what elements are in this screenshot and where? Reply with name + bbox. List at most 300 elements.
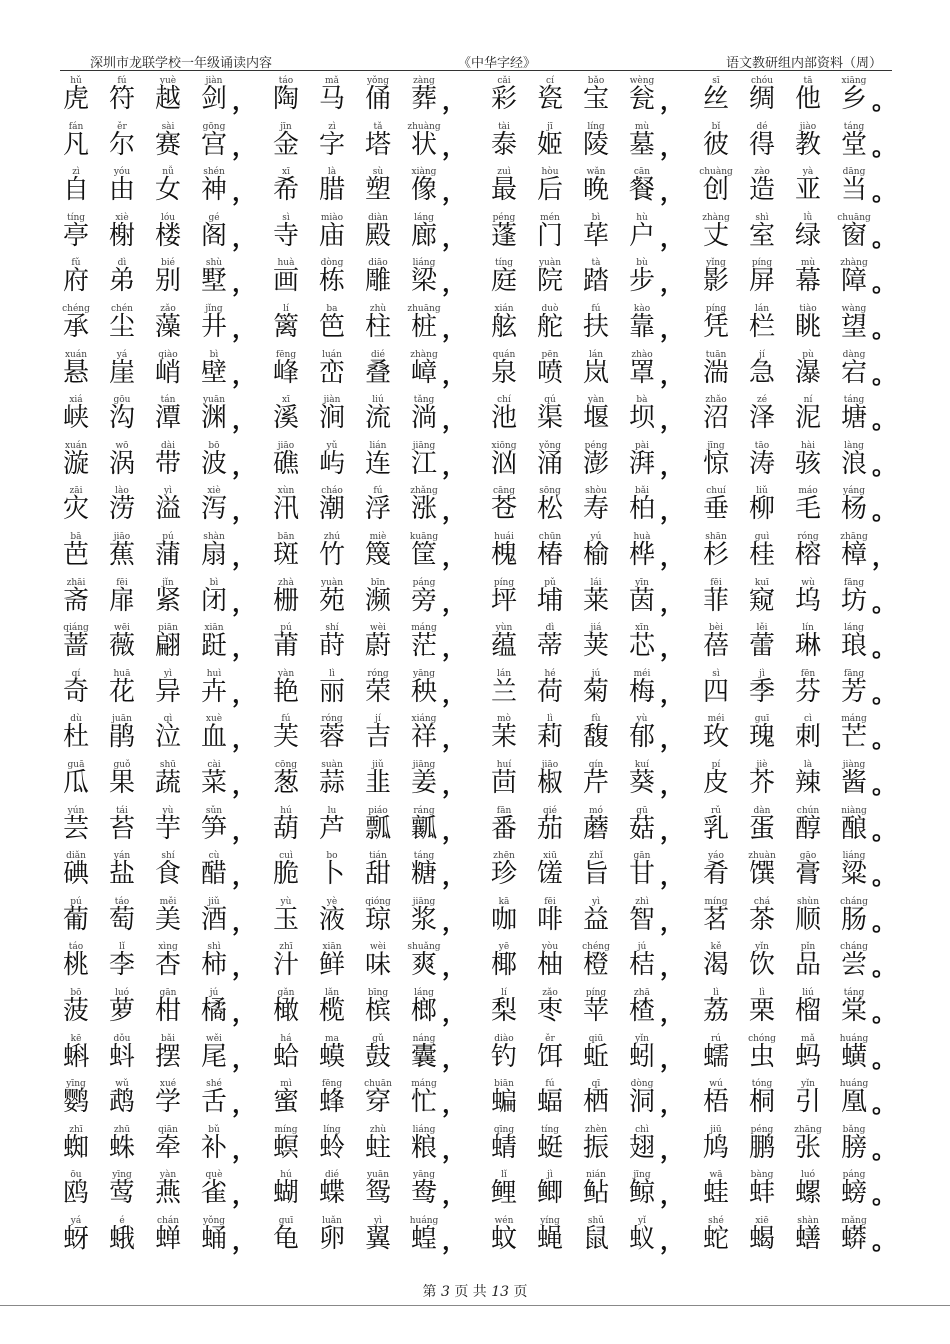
pinyin: zì bbox=[72, 167, 80, 178]
hanzi: 瓷 bbox=[536, 84, 563, 114]
pinyin: hǔ bbox=[70, 76, 82, 86]
punctuation: ， bbox=[442, 1090, 466, 1119]
pinyin: méi bbox=[707, 714, 725, 725]
pinyin: shí bbox=[161, 851, 175, 862]
hanzi: 苔 bbox=[108, 813, 135, 844]
hanzi: 鸠 bbox=[702, 1132, 729, 1163]
pinyin: yǒng bbox=[366, 76, 390, 86]
hanzi: 琅 bbox=[840, 631, 867, 662]
character-cell bbox=[484, 300, 524, 346]
pinyin: xiē bbox=[755, 1216, 769, 1226]
pinyin: shùn bbox=[796, 896, 819, 907]
hanzi: 连 bbox=[364, 448, 391, 479]
pinyin: yuè bbox=[159, 76, 177, 86]
pinyin: mù bbox=[634, 121, 650, 132]
pinyin: zé bbox=[756, 395, 768, 406]
punctuation: ， bbox=[660, 953, 684, 982]
character-cell bbox=[530, 1121, 570, 1167]
character-cell bbox=[358, 756, 398, 802]
pinyin: zuì bbox=[497, 167, 511, 178]
hanzi: 瀑 bbox=[794, 357, 821, 388]
character-cell bbox=[696, 1075, 736, 1121]
pinyin: liáng bbox=[842, 851, 866, 862]
character-cell bbox=[266, 118, 306, 164]
pinyin: fāng bbox=[843, 577, 865, 588]
pinyin: máng bbox=[411, 1079, 437, 1090]
character-cell bbox=[834, 984, 874, 1030]
hanzi: 惊 bbox=[702, 448, 729, 479]
character-cell bbox=[312, 482, 352, 528]
punctuation: ， bbox=[232, 1227, 256, 1255]
pinyin: fān bbox=[496, 805, 512, 816]
character-cell bbox=[404, 847, 444, 893]
hanzi: 盐 bbox=[108, 859, 135, 890]
character-cell bbox=[484, 802, 524, 848]
pinyin: lán bbox=[588, 349, 604, 360]
pinyin: fú bbox=[281, 714, 291, 725]
character-cell bbox=[622, 802, 662, 848]
pinyin: huí bbox=[496, 760, 512, 770]
hanzi: 渴 bbox=[702, 950, 729, 981]
hanzi: 味 bbox=[364, 950, 391, 981]
pinyin: zhèn bbox=[585, 1124, 607, 1135]
hanzi: 蕾 bbox=[748, 631, 775, 662]
character-cell bbox=[312, 893, 352, 939]
pinyin: wēi bbox=[114, 623, 130, 634]
hanzi: 荣 bbox=[364, 676, 391, 707]
character-cell bbox=[266, 1030, 306, 1076]
pinyin: hù bbox=[636, 212, 648, 223]
pinyin: yáo bbox=[708, 851, 724, 862]
pinyin: sì bbox=[712, 668, 720, 679]
pinyin: xiāng bbox=[841, 76, 867, 86]
hanzi: 步 bbox=[628, 266, 655, 297]
hanzi: 陵 bbox=[582, 129, 609, 160]
hanzi: 踏 bbox=[582, 266, 609, 297]
punctuation: ， bbox=[232, 87, 256, 115]
header-note: 语文教研组内部资料（周） bbox=[725, 56, 882, 71]
hanzi: 蛙 bbox=[702, 1178, 729, 1209]
footer-suffix: 页 bbox=[513, 1284, 528, 1300]
pinyin: qú bbox=[544, 395, 556, 406]
pinyin: zhàng bbox=[410, 349, 438, 360]
pinyin: zhāi bbox=[66, 577, 86, 588]
pinyin: pú bbox=[280, 623, 292, 634]
pinyin: bo bbox=[326, 851, 338, 862]
character-cell bbox=[788, 847, 828, 893]
hanzi: 他 bbox=[794, 84, 821, 114]
hanzi: 由 bbox=[108, 175, 135, 206]
punctuation: ， bbox=[442, 862, 466, 891]
character-cell bbox=[834, 1212, 874, 1258]
hanzi: 洞 bbox=[628, 1087, 655, 1118]
character-cell bbox=[530, 391, 570, 437]
hanzi: 鸥 bbox=[62, 1178, 89, 1209]
pinyin: ráng bbox=[413, 805, 435, 816]
pinyin: yǒng bbox=[202, 1216, 226, 1226]
pinyin: tuān bbox=[705, 349, 727, 360]
character-cell bbox=[530, 710, 570, 756]
text-line bbox=[0, 482, 950, 528]
pinyin: kuí bbox=[634, 760, 650, 770]
header-school: 深圳市龙联学校一年级诵读内容 bbox=[90, 56, 273, 71]
pinyin: táo bbox=[278, 76, 294, 86]
pinyin: xiè bbox=[115, 212, 129, 223]
pinyin: luó bbox=[114, 988, 130, 998]
pinyin: biān bbox=[494, 1079, 514, 1090]
pinyin: wā bbox=[709, 1170, 723, 1181]
pinyin: duò bbox=[541, 304, 559, 314]
hanzi: 橄 bbox=[272, 996, 299, 1026]
punctuation: ， bbox=[442, 132, 466, 161]
hanzi: 学 bbox=[154, 1087, 181, 1118]
pinyin: yàn bbox=[159, 1170, 177, 1181]
hanzi: 莱 bbox=[582, 585, 609, 616]
hanzi: 蝶 bbox=[318, 1178, 345, 1209]
hanzi: 甘 bbox=[628, 859, 655, 890]
hanzi: 楼 bbox=[154, 220, 181, 251]
character-cell bbox=[788, 300, 828, 346]
hanzi: 螟 bbox=[272, 1132, 299, 1163]
pinyin: xuè bbox=[205, 714, 223, 725]
hanzi: 毛 bbox=[794, 494, 821, 525]
punctuation: ， bbox=[660, 87, 684, 115]
punctuation: ， bbox=[232, 497, 256, 526]
hanzi: 蝙 bbox=[490, 1087, 517, 1118]
character-cell bbox=[102, 984, 142, 1030]
character-cell bbox=[194, 619, 234, 665]
pinyin: ní bbox=[803, 395, 813, 406]
hanzi: 叠 bbox=[364, 357, 391, 388]
pinyin: tái bbox=[116, 805, 128, 816]
hanzi: 壁 bbox=[200, 357, 227, 388]
character-cell bbox=[148, 391, 188, 437]
punctuation: 。 bbox=[872, 907, 896, 936]
character-cell bbox=[404, 437, 444, 483]
punctuation: ， bbox=[660, 1044, 684, 1073]
character-cell bbox=[358, 1075, 398, 1121]
pinyin: bō bbox=[70, 988, 82, 998]
hanzi: 美 bbox=[154, 904, 181, 935]
pinyin: pēn bbox=[541, 349, 559, 360]
character-cell bbox=[576, 1121, 616, 1167]
character-cell bbox=[576, 893, 616, 939]
pinyin: xiān bbox=[204, 623, 224, 634]
punctuation: ， bbox=[232, 223, 256, 252]
hanzi: 蟮 bbox=[794, 1224, 821, 1254]
text-line bbox=[0, 1121, 950, 1167]
pinyin: shòu bbox=[585, 486, 607, 497]
character-cell bbox=[312, 118, 352, 164]
character-cell bbox=[266, 938, 306, 984]
hanzi: 涨 bbox=[410, 494, 437, 525]
hanzi: 得 bbox=[748, 129, 775, 160]
hanzi: 蘑 bbox=[582, 813, 609, 844]
character-cell bbox=[312, 528, 352, 574]
hanzi: 庭 bbox=[490, 266, 517, 297]
character-cell bbox=[266, 300, 306, 346]
pinyin: hài bbox=[800, 440, 816, 451]
character-cell bbox=[266, 1121, 306, 1167]
hanzi: 蜂 bbox=[318, 1087, 345, 1118]
hanzi: 囊 bbox=[410, 1041, 437, 1072]
pinyin: táng bbox=[843, 988, 865, 998]
character-cell bbox=[742, 938, 782, 984]
pinyin: huái bbox=[494, 532, 514, 542]
pinyin: zhuàn bbox=[748, 851, 776, 862]
pinyin: zhuàng bbox=[407, 121, 441, 132]
hanzi: 韭 bbox=[364, 768, 391, 798]
hanzi: 蛉 bbox=[318, 1132, 345, 1163]
text-line bbox=[0, 528, 950, 574]
pinyin: dé bbox=[756, 121, 768, 132]
pinyin: tián bbox=[369, 851, 387, 862]
hanzi: 泉 bbox=[490, 357, 517, 388]
pinyin: yù bbox=[280, 896, 292, 907]
hanzi: 蒲 bbox=[154, 540, 181, 570]
hanzi: 食 bbox=[154, 859, 181, 890]
character-cell bbox=[484, 1030, 524, 1076]
pinyin: méi bbox=[633, 668, 651, 679]
hanzi: 番 bbox=[490, 813, 517, 844]
character-cell bbox=[742, 1030, 782, 1076]
pinyin: fán bbox=[68, 121, 84, 132]
pinyin: páng bbox=[842, 1170, 866, 1181]
pinyin: bǎi bbox=[160, 1033, 175, 1044]
character-cell bbox=[530, 254, 570, 300]
hanzi: 芬 bbox=[794, 676, 821, 707]
character-cell bbox=[148, 118, 188, 164]
hanzi: 葫 bbox=[272, 813, 299, 844]
character-cell bbox=[404, 482, 444, 528]
character-cell bbox=[622, 254, 662, 300]
hanzi: 靠 bbox=[628, 312, 655, 342]
hanzi: 芳 bbox=[840, 676, 867, 707]
pinyin: sài bbox=[161, 121, 175, 132]
character-cell bbox=[576, 802, 616, 848]
character-cell bbox=[834, 802, 874, 848]
punctuation: ， bbox=[232, 634, 256, 663]
hanzi: 榆 bbox=[582, 540, 609, 570]
pinyin: guā bbox=[67, 760, 85, 770]
pinyin: zhū bbox=[113, 1124, 131, 1135]
pinyin: chá bbox=[753, 896, 771, 907]
character-cell bbox=[266, 665, 306, 711]
character-cell bbox=[148, 1166, 188, 1212]
pinyin: xiá bbox=[69, 395, 83, 406]
character-cell bbox=[194, 802, 234, 848]
character-cell bbox=[742, 1075, 782, 1121]
hanzi: 堰 bbox=[582, 403, 609, 434]
character-cell bbox=[484, 710, 524, 756]
character-cell bbox=[742, 163, 782, 209]
character-cell bbox=[484, 118, 524, 164]
pinyin: jú bbox=[637, 942, 647, 953]
hanzi: 茴 bbox=[490, 768, 517, 798]
hanzi: 剑 bbox=[200, 84, 227, 114]
hanzi: 神 bbox=[200, 175, 227, 206]
punctuation: ， bbox=[660, 360, 684, 389]
hanzi: 峦 bbox=[318, 357, 345, 388]
character-cell bbox=[576, 391, 616, 437]
pinyin: yóu bbox=[113, 167, 131, 178]
pinyin: lái bbox=[590, 577, 602, 588]
hanzi: 液 bbox=[318, 904, 345, 935]
hanzi: 秧 bbox=[410, 676, 437, 707]
pinyin: xiàng bbox=[411, 167, 437, 178]
hanzi: 饮 bbox=[748, 950, 775, 981]
character-cell bbox=[742, 72, 782, 118]
character-cell bbox=[148, 847, 188, 893]
hanzi: 鲜 bbox=[318, 950, 345, 981]
pinyin: péng bbox=[750, 1124, 774, 1135]
punctuation: ， bbox=[660, 725, 684, 754]
hanzi: 桦 bbox=[628, 540, 655, 570]
hanzi: 莺 bbox=[108, 1178, 135, 1209]
pinyin: fēn bbox=[800, 668, 816, 679]
hanzi: 卵 bbox=[318, 1224, 345, 1254]
punctuation: ， bbox=[442, 999, 466, 1027]
hanzi: 虫 bbox=[748, 1041, 775, 1072]
pinyin: táng bbox=[413, 851, 435, 862]
pinyin: dòng bbox=[320, 258, 344, 269]
pinyin: fēng bbox=[275, 349, 297, 360]
pinyin: guǒ bbox=[113, 760, 131, 770]
hanzi: 萝 bbox=[108, 996, 135, 1026]
punctuation: ， bbox=[660, 223, 684, 252]
hanzi: 笋 bbox=[200, 813, 227, 844]
hanzi: 泽 bbox=[748, 403, 775, 434]
pinyin: yún bbox=[67, 805, 85, 816]
pinyin: suàn bbox=[321, 760, 343, 770]
character-cell bbox=[622, 893, 662, 939]
pinyin: shé bbox=[708, 1216, 724, 1226]
hanzi: 奇 bbox=[62, 676, 89, 707]
hanzi: 闭 bbox=[200, 585, 227, 616]
text-line bbox=[0, 118, 950, 164]
pinyin: yuān bbox=[202, 395, 226, 406]
hanzi: 橘 bbox=[200, 996, 227, 1026]
hanzi: 兰 bbox=[490, 676, 517, 707]
pinyin: tíng bbox=[66, 212, 86, 223]
hanzi: 教 bbox=[794, 129, 821, 160]
hanzi: 篾 bbox=[364, 540, 391, 570]
hanzi: 户 bbox=[628, 220, 655, 251]
pinyin: wàng bbox=[841, 304, 867, 314]
hanzi: 碘 bbox=[62, 859, 89, 890]
hanzi: 榔 bbox=[410, 996, 437, 1026]
pinyin: yuàn bbox=[538, 258, 562, 269]
hanzi: 符 bbox=[108, 84, 135, 114]
character-cell bbox=[404, 163, 444, 209]
hanzi: 蜘 bbox=[62, 1132, 89, 1163]
hanzi: 蠕 bbox=[702, 1041, 729, 1072]
text-line bbox=[0, 619, 950, 665]
character-cell bbox=[56, 1166, 96, 1212]
hanzi: 廊 bbox=[410, 220, 437, 251]
punctuation: ， bbox=[442, 907, 466, 936]
character-cell bbox=[788, 1030, 828, 1076]
character-cell bbox=[576, 118, 616, 164]
character-cell bbox=[102, 1212, 142, 1258]
hanzi: 蝇 bbox=[536, 1224, 563, 1254]
character-cell bbox=[358, 163, 398, 209]
hanzi: 翼 bbox=[364, 1224, 391, 1254]
pinyin: hú bbox=[280, 1170, 292, 1181]
character-cell bbox=[56, 847, 96, 893]
pinyin: yòu bbox=[541, 942, 559, 953]
hanzi: 甜 bbox=[364, 859, 391, 890]
character-cell bbox=[358, 1030, 398, 1076]
pinyin: shān bbox=[705, 532, 727, 542]
punctuation: ， bbox=[660, 679, 684, 708]
hanzi: 斑 bbox=[272, 540, 299, 570]
character-cell bbox=[484, 1166, 524, 1212]
pinyin: chí bbox=[497, 395, 511, 406]
punctuation: ， bbox=[442, 816, 466, 845]
pinyin: piáo bbox=[368, 805, 388, 816]
character-cell bbox=[484, 482, 524, 528]
character-cell bbox=[358, 528, 398, 574]
character-cell bbox=[148, 528, 188, 574]
hanzi: 杏 bbox=[154, 950, 181, 981]
hanzi: 悬 bbox=[62, 357, 89, 388]
character-cell bbox=[358, 574, 398, 620]
character-cell bbox=[742, 209, 782, 255]
hanzi: 榕 bbox=[794, 540, 821, 570]
hanzi: 井 bbox=[200, 312, 227, 342]
pinyin: lán bbox=[496, 668, 512, 679]
hanzi: 扇 bbox=[200, 540, 227, 570]
pinyin: jí bbox=[375, 714, 381, 725]
pinyin: shé bbox=[206, 1079, 222, 1090]
hanzi: 尾 bbox=[200, 1041, 227, 1072]
hanzi: 鲤 bbox=[490, 1178, 517, 1209]
pinyin: jiū bbox=[710, 1124, 722, 1135]
character-cell bbox=[696, 893, 736, 939]
character-cell bbox=[358, 118, 398, 164]
pinyin: wèi bbox=[370, 942, 386, 953]
character-cell bbox=[148, 574, 188, 620]
hanzi: 芒 bbox=[840, 722, 867, 753]
pinyin: dì bbox=[545, 623, 555, 634]
character-cell bbox=[266, 574, 306, 620]
pinyin: qiū bbox=[588, 1033, 604, 1044]
character-cell bbox=[788, 254, 828, 300]
character-cell bbox=[102, 847, 142, 893]
pinyin: yì bbox=[374, 1216, 382, 1226]
character-cell bbox=[622, 938, 662, 984]
pinyin: kào bbox=[633, 304, 651, 314]
hanzi: 状 bbox=[410, 129, 437, 160]
pinyin: jiá bbox=[590, 623, 602, 634]
text-line bbox=[0, 756, 950, 802]
character-cell bbox=[834, 482, 874, 528]
hanzi: 枣 bbox=[536, 996, 563, 1026]
character-cell bbox=[102, 391, 142, 437]
pinyin: jīn bbox=[280, 121, 292, 132]
pinyin: yuān bbox=[366, 1170, 390, 1181]
hanzi: 槟 bbox=[364, 996, 391, 1026]
character-cell bbox=[194, 72, 234, 118]
character-cell bbox=[576, 209, 616, 255]
character-cell bbox=[834, 300, 874, 346]
pinyin: yùn bbox=[495, 623, 513, 634]
pinyin: yuàn bbox=[320, 577, 344, 588]
hanzi: 湍 bbox=[702, 357, 729, 388]
character-cell bbox=[194, 893, 234, 939]
pinyin: táo bbox=[68, 942, 84, 953]
